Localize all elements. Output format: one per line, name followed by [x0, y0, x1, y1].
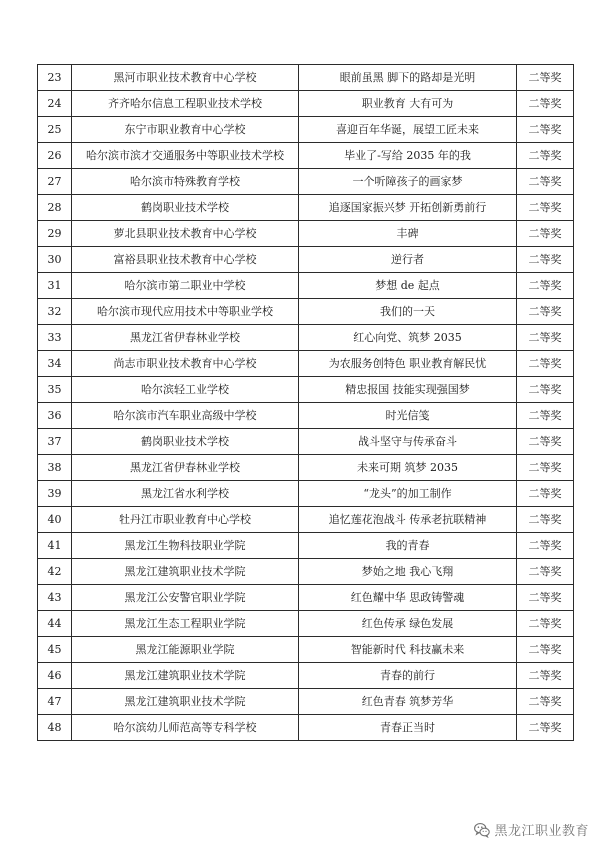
watermark	[474, 820, 589, 839]
table-row	[38, 481, 574, 507]
cell-title: 逆行者	[299, 247, 517, 273]
cell-prize: 二等奖	[517, 689, 574, 715]
cell-prize: 二等奖	[517, 559, 574, 585]
table-row	[38, 117, 574, 143]
cell-number: 39	[38, 481, 72, 507]
cell-number: 24	[38, 91, 72, 117]
cell-school: 黑龙江建筑职业技术学院	[72, 559, 299, 585]
cell-title: 青春的前行	[299, 663, 517, 689]
cell-prize: 二等奖	[517, 117, 574, 143]
cell-title: 红心向党、筑梦 2035	[299, 325, 517, 351]
table-row	[38, 195, 574, 221]
table-row	[38, 585, 574, 611]
cell-school: 哈尔滨市特殊教育学校	[72, 169, 299, 195]
cell-school: 哈尔滨市滨才交通服务中等职业技术学校	[72, 143, 299, 169]
cell-prize: 二等奖	[517, 403, 574, 429]
cell-school: 黑龙江建筑职业技术学院	[72, 663, 299, 689]
cell-prize: 二等奖	[517, 351, 574, 377]
cell-title: 喜迎百年华诞，展望工匠未来	[299, 117, 517, 143]
cell-school: 哈尔滨市汽车职业高级中学校	[72, 403, 299, 429]
cell-school: 哈尔滨幼儿师范高等专科学校	[72, 715, 299, 741]
table-row	[38, 663, 574, 689]
table-row	[38, 351, 574, 377]
cell-prize: 二等奖	[517, 637, 574, 663]
cell-prize: 二等奖	[517, 429, 574, 455]
cell-prize: 二等奖	[517, 507, 574, 533]
cell-prize: 二等奖	[517, 299, 574, 325]
cell-school: 黑龙江省伊春林业学校	[72, 455, 299, 481]
cell-prize: 二等奖	[517, 455, 574, 481]
cell-school: 东宁市职业教育中心学校	[72, 117, 299, 143]
table-row	[38, 143, 574, 169]
table-row	[38, 715, 574, 741]
cell-number: 41	[38, 533, 72, 559]
cell-prize: 二等奖	[517, 221, 574, 247]
cell-prize: 二等奖	[517, 533, 574, 559]
cell-prize: 二等奖	[517, 585, 574, 611]
table-row	[38, 91, 574, 117]
cell-title: 精忠报国 技能实现强国梦	[299, 377, 517, 403]
table-row	[38, 611, 574, 637]
cell-prize: 二等奖	[517, 247, 574, 273]
cell-school: 黑龙江生物科技职业学院	[72, 533, 299, 559]
cell-title: 职业教育 大有可为	[299, 91, 517, 117]
cell-school: 鹤岗职业技术学校	[72, 429, 299, 455]
cell-school: 黑龙江省水利学校	[72, 481, 299, 507]
table-row	[38, 377, 574, 403]
cell-prize: 二等奖	[517, 195, 574, 221]
table-row	[38, 559, 574, 585]
table-row	[38, 169, 574, 195]
cell-school: 哈尔滨轻工业学校	[72, 377, 299, 403]
cell-number: 23	[38, 65, 72, 91]
cell-title: 红色青春 筑梦芳华	[299, 689, 517, 715]
cell-title: 梦始之地 我心飞翔	[299, 559, 517, 585]
table-row	[38, 533, 574, 559]
cell-school: 富裕县职业技术教育中心学校	[72, 247, 299, 273]
cell-number: 26	[38, 143, 72, 169]
cell-number: 29	[38, 221, 72, 247]
awards-table	[37, 64, 574, 741]
cell-school: 萝北县职业技术教育中心学校	[72, 221, 299, 247]
cell-title: 梦想 de 起点	[299, 273, 517, 299]
cell-number: 47	[38, 689, 72, 715]
cell-title: 未来可期 筑梦 2035	[299, 455, 517, 481]
cell-title: 一个听障孩子的画家梦	[299, 169, 517, 195]
cell-title: 时光信笺	[299, 403, 517, 429]
cell-number: 25	[38, 117, 72, 143]
table-row	[38, 299, 574, 325]
cell-title: 智能新时代 科技赢未来	[299, 637, 517, 663]
cell-number: 42	[38, 559, 72, 585]
cell-number: 38	[38, 455, 72, 481]
table-row	[38, 429, 574, 455]
cell-school: 牡丹江市职业教育中心学校	[72, 507, 299, 533]
cell-number: 36	[38, 403, 72, 429]
cell-school: 黑河市职业技术教育中心学校	[72, 65, 299, 91]
cell-prize: 二等奖	[517, 169, 574, 195]
cell-number: 30	[38, 247, 72, 273]
cell-number: 35	[38, 377, 72, 403]
cell-title: 我们的一天	[299, 299, 517, 325]
cell-number: 34	[38, 351, 72, 377]
cell-prize: 二等奖	[517, 143, 574, 169]
cell-title: 红色传承 绿色发展	[299, 611, 517, 637]
cell-school: 黑龙江建筑职业技术学院	[72, 689, 299, 715]
table-row	[38, 221, 574, 247]
cell-school: 黑龙江生态工程职业学院	[72, 611, 299, 637]
cell-school: 黑龙江省伊春林业学校	[72, 325, 299, 351]
cell-title: 为农服务创特色 职业教育解民忧	[299, 351, 517, 377]
cell-number: 37	[38, 429, 72, 455]
table-row	[38, 637, 574, 663]
cell-title: 毕业了-写给 2035 年的我	[299, 143, 517, 169]
cell-prize: 二等奖	[517, 65, 574, 91]
cell-number: 27	[38, 169, 72, 195]
cell-prize: 二等奖	[517, 481, 574, 507]
cell-title: 丰碑	[299, 221, 517, 247]
cell-title: 追逐国家振兴梦 开拓创新勇前行	[299, 195, 517, 221]
cell-school: 哈尔滨市第二职业中学校	[72, 273, 299, 299]
cell-prize: 二等奖	[517, 663, 574, 689]
cell-prize: 二等奖	[517, 325, 574, 351]
cell-school: 尚志市职业技术教育中心学校	[72, 351, 299, 377]
table-row	[38, 273, 574, 299]
cell-prize: 二等奖	[517, 377, 574, 403]
table-row	[38, 65, 574, 91]
cell-prize: 二等奖	[517, 273, 574, 299]
cell-number: 32	[38, 299, 72, 325]
cell-title: 青春正当时	[299, 715, 517, 741]
table-row	[38, 325, 574, 351]
table-row	[38, 455, 574, 481]
cell-number: 46	[38, 663, 72, 689]
cell-number: 43	[38, 585, 72, 611]
table-row	[38, 507, 574, 533]
cell-prize: 二等奖	[517, 715, 574, 741]
cell-prize: 二等奖	[517, 611, 574, 637]
cell-school: 哈尔滨市现代应用技术中等职业学校	[72, 299, 299, 325]
cell-title: 红色耀中华 思政铸警魂	[299, 585, 517, 611]
cell-title: 眼前虽黑 脚下的路却是光明	[299, 65, 517, 91]
cell-title: 追忆莲花泡战斗 传承老抗联精神	[299, 507, 517, 533]
cell-number: 40	[38, 507, 72, 533]
table-row	[38, 403, 574, 429]
cell-title: “龙头”的加工制作	[299, 481, 517, 507]
cell-title: 我的青春	[299, 533, 517, 559]
cell-number: 31	[38, 273, 72, 299]
watermark-text: 黑龙江职业教育	[494, 824, 589, 839]
cell-number: 28	[38, 195, 72, 221]
cell-school: 黑龙江能源职业学院	[72, 637, 299, 663]
cell-school: 鹤岗职业技术学校	[72, 195, 299, 221]
table-row	[38, 689, 574, 715]
cell-number: 44	[38, 611, 72, 637]
table-row	[38, 247, 574, 273]
cell-school: 齐齐哈尔信息工程职业技术学校	[72, 91, 299, 117]
wechat-icon	[474, 822, 490, 838]
cell-number: 33	[38, 325, 72, 351]
cell-number: 48	[38, 715, 72, 741]
cell-title: 战斗坚守与传承奋斗	[299, 429, 517, 455]
document-page	[37, 64, 573, 741]
cell-prize: 二等奖	[517, 91, 574, 117]
cell-school: 黑龙江公安警官职业学院	[72, 585, 299, 611]
cell-number: 45	[38, 637, 72, 663]
awards-table-body	[38, 65, 574, 741]
